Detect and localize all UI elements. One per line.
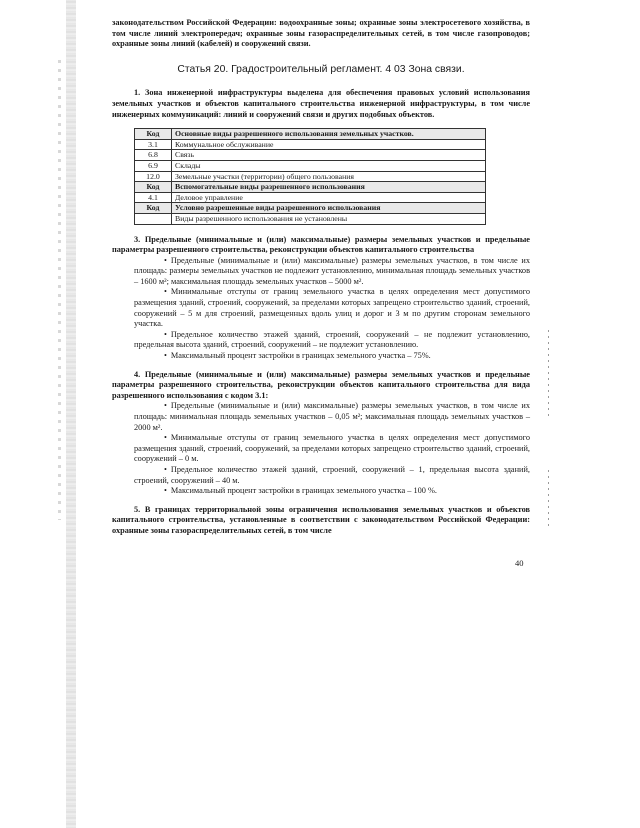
conditional-uses-title: Условно разрешенные виды разрешенного использования (172, 203, 486, 214)
code-header: Код (135, 203, 172, 214)
section-3-item: • Минимальные отступы от границ земельного участка в целях определения мест допустимого размещения зданий, строений, сооружений, за пределами которых запрещено строительство зданий, строений, сооружений – 5 м для строений, размещенных вдоль улиц и дорог и 3 м по другим сторонам земельного участка. (112, 287, 530, 329)
table-header-row (135, 129, 486, 140)
clause-1: 1. Зона инженерной инфраструктуры выделена для обеспечения правовых условий использования земельных участков и объектов капитального строительства инженерной инфраструктуры, в том числе инженерных коммуникаций: линий и сооружений связи и других подобных объектов. (112, 88, 530, 119)
row-code (135, 213, 172, 224)
section-3-item: • Предельное количество этажей зданий, строений, сооружений – не подлежит установлению, предельная высота зданий, строений, сооружений – не подлежит установлению. (112, 330, 530, 351)
permitted-use-table (134, 128, 486, 224)
table-header-row (135, 203, 486, 214)
document-page (112, 18, 530, 537)
row-name: Связь (172, 150, 486, 161)
section-4-item: • Предельное количество этажей зданий, строений, сооружений – 1, предельная высота зданий, строений, сооружений – 40 м. (112, 465, 530, 486)
table-row (135, 171, 486, 182)
section-4-item: • Минимальные отступы от границ земельного участка в целях определения мест допустимого размещения зданий, строений, сооружений, за пределами которых запрещено строительство зданий, строений, сооружений – 0 м. (112, 433, 530, 465)
row-name: Коммунальное обслуживание (172, 139, 486, 150)
scan-edge-strip (66, 0, 76, 828)
table-row (135, 213, 486, 224)
row-name: Виды разрешенного использования не установлены (172, 213, 486, 224)
table-row (135, 160, 486, 171)
table-row (135, 150, 486, 161)
row-code: 12.0 (135, 171, 172, 182)
section-4-item: • Максимальный процент застройки в границах земельного участка – 100 %. (112, 486, 530, 497)
intro-paragraph: законодательством Российской Федерации: водоохранные зоны; охранные зоны электросетевого хозяйства, в том числе линий электропередач; охранные зоны газораспределительных сетей, в том числе газопроводов; охранные зоны линий (кабелей) и сооружений связи. (112, 18, 530, 49)
code-header: Код (135, 182, 172, 193)
section-5: 5. В границах территориальной зоны ограничения использования земельных участков и объектов капитального строительства, установленные в соответствии с законодательством Российской Федерации: охранные зоны газораспределительных сетей, в том числе (112, 504, 530, 535)
main-uses-title: Основные виды разрешенного использования земельных участков. (172, 129, 486, 140)
article-title: Статья 20. Градостроительный регламент. 4 03 Зона связи. (177, 63, 465, 75)
page-number: 40 (515, 558, 524, 568)
section-3-title: 3. Предельные (минимальные и (или) максимальные) размеры земельных участков и предельные параметры разрешенного строительства, реконструкции объектов капитального строительства (112, 234, 530, 255)
scan-dots (548, 330, 549, 420)
row-name: Земельные участки (территории) общего пользования (172, 171, 486, 182)
row-code: 3.1 (135, 139, 172, 150)
aux-uses-title: Вспомогательные виды разрешенного использования (172, 182, 486, 193)
section-4-item: • Предельные (минимальные и (или) максимальные) размеры земельных участков, в том числе их площадь: минимальная площадь земельных участков – 0,05 м²; максимальная площадь земельных участков – 2000 м². (112, 401, 530, 433)
section-3-item: • Максимальный процент застройки в границах земельного участка – 75%. (112, 351, 530, 362)
row-code: 4.1 (135, 192, 172, 203)
row-name: Деловое управление (172, 192, 486, 203)
row-code: 6.9 (135, 160, 172, 171)
row-name: Склады (172, 160, 486, 171)
scan-dots (548, 470, 549, 530)
scan-edge-marks (58, 60, 61, 520)
section-3-item: • Предельные (минимальные и (или) максимальные) размеры земельных участков, в том числе их площадь: размеры земельных участков не подлежит установлению, минимальная площадь земельных участков – 1600 м²; максимальная площадь земельных участков – 5000 м². (112, 256, 530, 288)
row-code: 6.8 (135, 150, 172, 161)
section-4-title: 4. Предельные (минимальные и (или) максимальные) размеры земельных участков и предельные параметры разрешенного строительства, реконструкции объектов капитального строительства для вида разрешенного использования с кодом 3.1: (112, 369, 530, 400)
code-header: Код (135, 129, 172, 140)
table-row (135, 139, 486, 150)
table-row (135, 192, 486, 203)
table-header-row (135, 182, 486, 193)
